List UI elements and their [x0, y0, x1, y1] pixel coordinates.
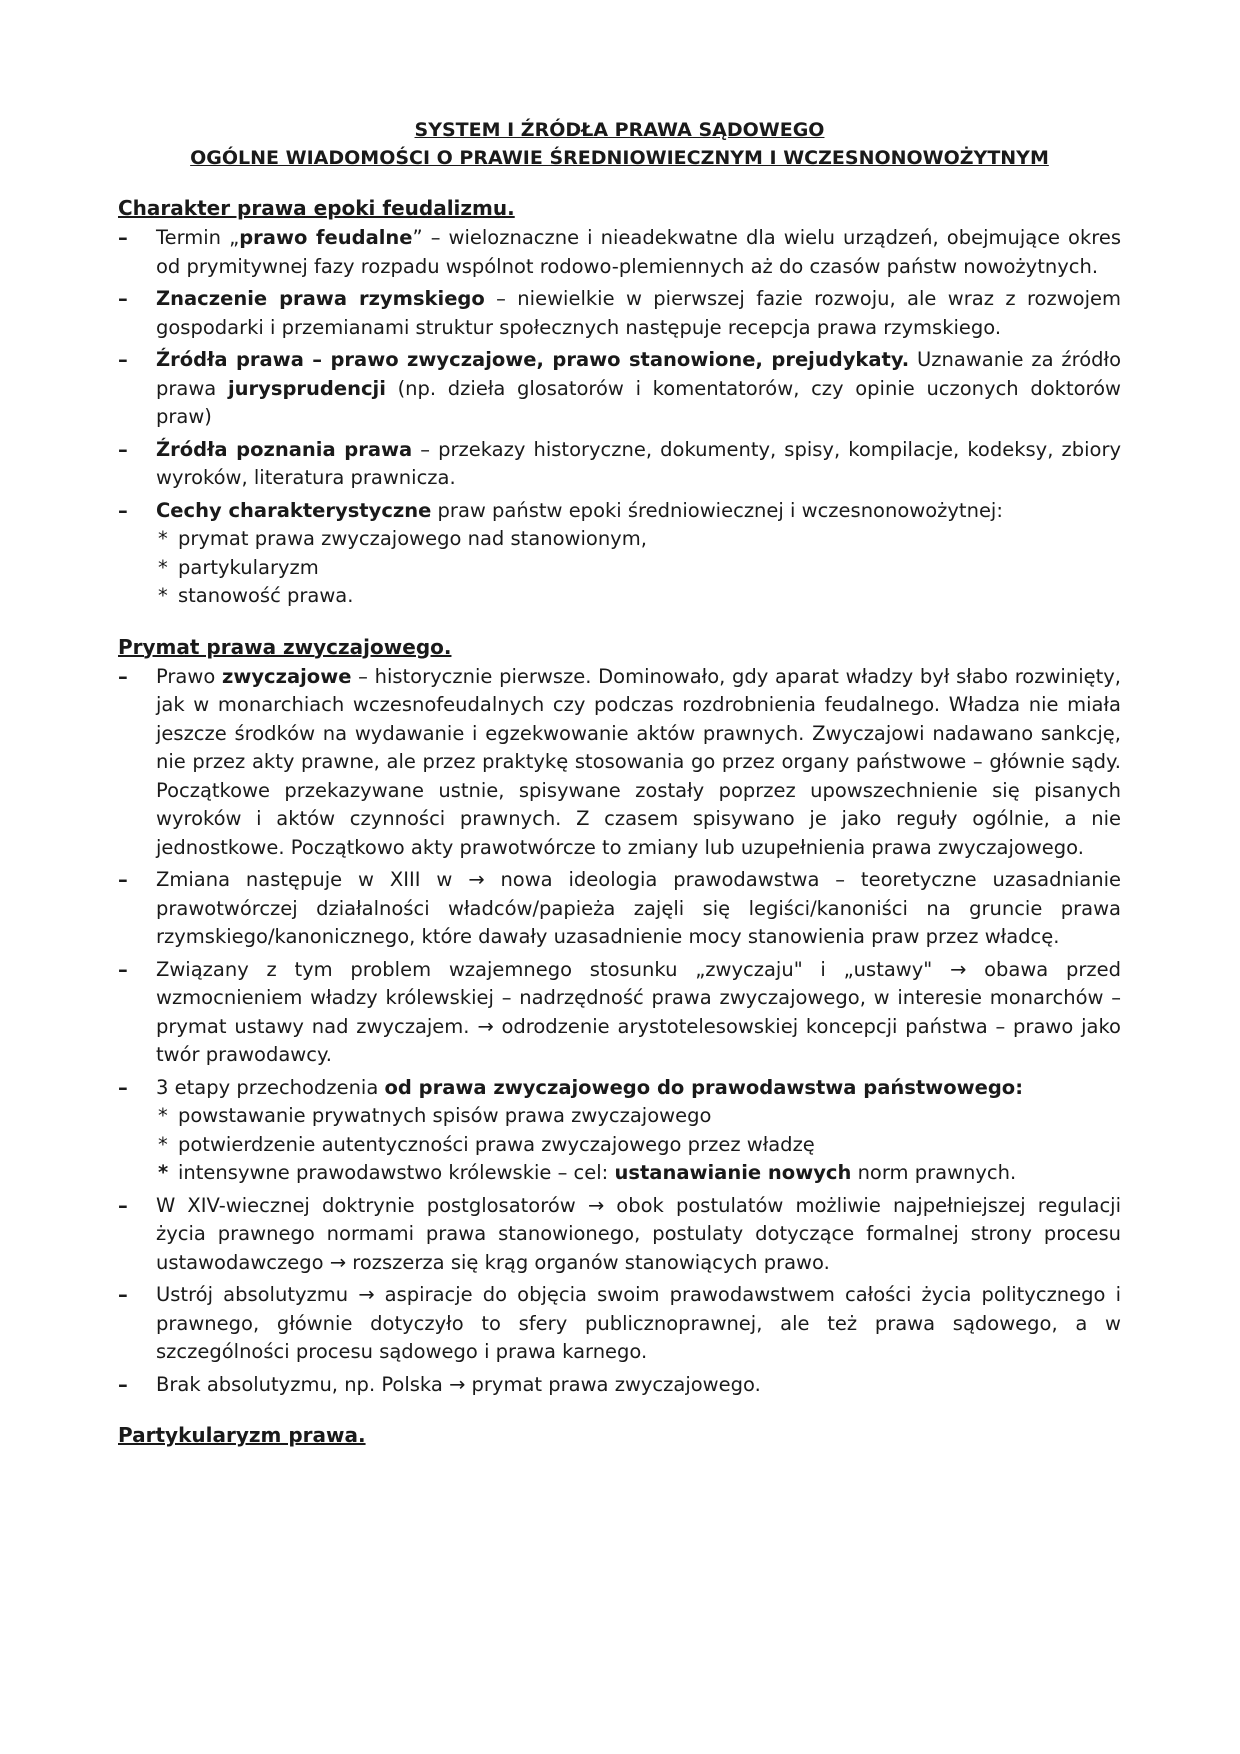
item-text: Ustrój absolutyzmu → aspiracje do objęcia swoim prawodawstwem całości życia politycznego i prawnego, głównie dotyczyło to sfery publicznoprawnej, ale też prawa sądowego, a w szczególności procesu sądowego i prawa karnego.: [156, 1283, 1121, 1363]
section-heading-customary-law: Prymat prawa zwyczajowego.: [118, 634, 452, 659]
list-item: [118, 1281, 1121, 1367]
item-text: Brak absolutyzmu, np. Polska → prymat prawa zwyczajowego.: [156, 1372, 761, 1396]
star-bullet: *: [158, 584, 168, 607]
sub-list: [156, 1102, 1121, 1188]
list-item: [118, 436, 1121, 493]
list-item: [118, 346, 1121, 432]
sub-item-text: powstawanie prywatnych spisów prawa zwyczajowego: [178, 1104, 712, 1127]
list-item: [118, 866, 1121, 952]
dash-bullet: –: [118, 957, 128, 981]
item-text: Związany z tym problem wzajemnego stosunku „zwyczaju" i „ustawy" → obawa przed wzmocnieniem władzy królewskiej – nadrzędność prawa zwyczajowego, w interesie monarchów – prymat ustawy nad zwyczajem. → odrodzenie arystotelesowskiej koncepcji państwa – prawo jako twór prawodawcy.: [156, 957, 1121, 1066]
dash-bullet: –: [118, 1283, 128, 1306]
item-bold-term: jurysprudencji: [227, 376, 386, 400]
dash-bullet: –: [118, 664, 128, 688]
item-text: – niewielkie w pierwszej fazie rozwoju, ale wraz z rozwojem gospodarki i przemianami struktur społecznych następuje recepcja prawa rzymskiego.: [156, 287, 1121, 339]
list-item: [118, 1074, 1121, 1188]
sub-item-text: stanowość prawa.: [178, 584, 354, 607]
sub-list-item: [156, 1159, 1121, 1188]
item-text: Termin „: [156, 226, 240, 249]
item-bold-term: Cechy charakterystyczne: [156, 498, 432, 522]
sub-item-text: prymat prawa zwyczajowego nad stanowionym,: [178, 527, 647, 550]
sub-item-text: norm prawnych.: [851, 1161, 1017, 1184]
star-bullet: *: [158, 1161, 169, 1184]
list-item: [118, 1192, 1121, 1278]
star-bullet: *: [158, 1132, 168, 1156]
item-text: ” – wieloznaczne i nieadekwatne dla wielu urządzeń, obejmujące okres od prymitywnej fazy rozpadu wspólnot rodowo-plemiennych aż do czasów państw nowożytnych.: [156, 226, 1122, 278]
dash-bullet: –: [118, 1372, 128, 1396]
dash-bullet: –: [118, 868, 128, 891]
list-item: [118, 663, 1121, 863]
item-bold-term: od prawa zwyczajowego do prawodawstwa państwowego:: [384, 1075, 1023, 1099]
dash-bullet: –: [118, 498, 128, 522]
star-bullet: *: [158, 555, 168, 579]
sub-item-text: partykularyzm: [178, 555, 319, 579]
dash-bullet: –: [118, 226, 128, 249]
item-text: Zmiana następuje w XIII w → nowa ideologia prawodawstwa – teoretyczne uzasadnianie prawotwórczej działalności władców/papieża zajęli się legiści/kanoniści na gruncie prawa rzymskiego/kanonicznego, które dawały uzasadnienie mocy stanowienia praw przez władcę.: [156, 868, 1121, 948]
list-item: [118, 224, 1121, 281]
item-bold-term: Źródła poznania prawa: [156, 437, 413, 461]
sub-list-item: [156, 525, 1121, 554]
section-list-customary-law: [118, 663, 1121, 1400]
star-bullet: *: [158, 1104, 168, 1127]
sub-list: [156, 525, 1121, 611]
item-text: (np. dzieła glosatorów i komentatorów, czy opinie uczonych doktorów praw): [156, 376, 1121, 428]
item-text: W XIV-wiecznej doktrynie postglosatorów → obok postulatów możliwie najpełniejszej regulacji życia prawnego normami prawa stanowionego, postulaty dotyczące formalnej strony procesu ustawodawczego → rozszerza się krąg organów stanowiących prawo.: [156, 1193, 1121, 1274]
sub-list-item: [156, 1131, 1121, 1160]
item-text: Uznawanie za źródło prawa: [156, 348, 1122, 400]
list-item: [118, 1371, 1121, 1400]
item-text: – przekazy historyczne, dokumenty, spisy, kompilacje, kodeksy, zbiory wyroków, literatura prawnicza.: [156, 437, 1121, 489]
sub-list-item: [156, 554, 1121, 583]
document-title-line-1: SYSTEM I ŹRÓDŁA PRAWA SĄDOWEGO: [414, 119, 825, 141]
item-text: Prawo: [156, 664, 222, 688]
dash-bullet: –: [118, 437, 128, 461]
item-bold-term: Znaczenie prawa rzymskiego: [156, 287, 485, 310]
list-item: [118, 285, 1121, 342]
list-item: [118, 956, 1121, 1070]
item-bold-term: Źródła prawa – prawo zwyczajowe, prawo stanowione, prejudykaty.: [156, 348, 910, 371]
item-bold-term: zwyczajowe: [221, 664, 352, 688]
dash-bullet: –: [118, 1075, 128, 1099]
document-title-line-2: OGÓLNE WIADOMOŚCI O PRAWIE ŚREDNIOWIECZNYM I WCZESNONOWOŻYTNYM: [190, 147, 1049, 169]
dash-bullet: –: [118, 287, 128, 310]
section-heading-feudal-law: Charakter prawa epoki feudalizmu.: [118, 196, 515, 220]
sub-list-item: [156, 582, 1121, 611]
dash-bullet: –: [118, 348, 128, 371]
list-item: [118, 497, 1121, 611]
sub-list-item: [156, 1102, 1121, 1131]
section-list-feudal-law: [118, 224, 1121, 611]
dash-bullet: –: [118, 1193, 128, 1217]
item-text: – historycznie pierwsze. Dominowało, gdy aparat władzy był słabo rozwinięty, jak w monarchiach wczesnofeudalnych czy podczas rozdrobnienia feudalnego. Władza nie miała jeszcze środków na wydawanie i egzekwowanie aktów prawnych. Zwyczajowi nadawano sankcję, nie przez akty prawne, ale przez praktykę stosowania go przez organy państwowe – głównie sądy. Początkowe przekazywane ustnie, spisywane zostały poprzez upowszechnienie się pisanych wyroków i aktów czynności prawnych. Z czasem spisywano je jako reguły ogólnie, a nie jednostkowe. Początkowo akty prawotwórcze to zmiany lub uzupełnienia prawa zwyczajowego.: [156, 664, 1121, 859]
document-page: [118, 116, 1121, 1449]
item-text: praw państw epoki średniowiecznej i wczesnonowożytnej:: [431, 498, 1003, 522]
star-bullet: *: [158, 527, 168, 550]
item-text: 3 etapy przechodzenia: [156, 1075, 385, 1099]
section-heading-particularism: Partykularyzm prawa.: [118, 1423, 366, 1447]
sub-item-text: intensywne prawodawstwo królewskie – cel:: [178, 1161, 615, 1184]
item-bold-term: prawo feudalne: [239, 226, 413, 249]
sub-item-bold-term: ustanawianie nowych: [614, 1161, 852, 1184]
sub-item-text: potwierdzenie autentyczności prawa zwyczajowego przez władzę: [178, 1132, 815, 1156]
